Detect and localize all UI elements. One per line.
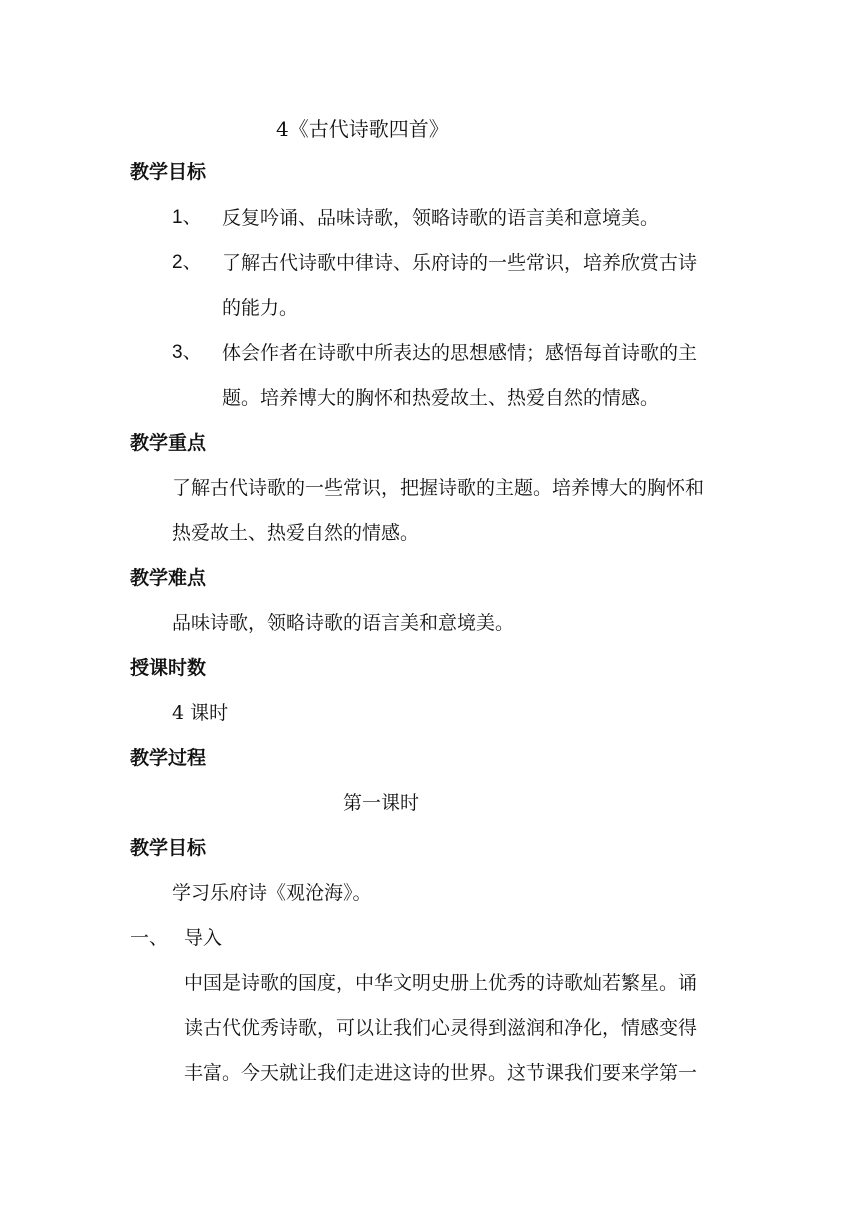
- intro-paragraph-line: 中国是诗歌的国度，中华文明史册上优秀的诗歌灿若繁星。诵: [184, 972, 698, 994]
- heading-teaching-objectives: 教学目标: [130, 161, 207, 183]
- section-number: 一、: [130, 927, 169, 949]
- key-points-text: 了解古代诗歌的一些常识，把握诗歌的主题。培养博大的胸怀和: [172, 477, 705, 499]
- heading-difficulties: 教学难点: [130, 567, 207, 589]
- class-hours-text: 4 课时: [172, 702, 229, 724]
- lesson-title: 第一课时: [343, 792, 420, 814]
- heading-key-points: 教学重点: [130, 432, 207, 454]
- objective-text: 体会作者在诗歌中所表达的思想感情；感悟每首诗歌的主: [222, 342, 698, 364]
- heading-teaching-process: 教学过程: [130, 747, 207, 769]
- heading-class-hours: 授课时数: [130, 657, 207, 679]
- heading-teaching-objectives-2: 教学目标: [130, 837, 207, 859]
- difficulties-text: 品味诗歌，领略诗歌的语言美和意境美。: [172, 612, 515, 634]
- objective-number: 3、: [172, 342, 202, 363]
- objective-number: 1、: [172, 207, 202, 228]
- objective-text: 反复吟诵、品味诗歌，领略诗歌的语言美和意境美。: [222, 207, 660, 229]
- section-title: 导入: [184, 927, 223, 949]
- document-title: 4《古代诗歌四首》: [276, 117, 449, 141]
- objective-text-continued: 题。培养博大的胸怀和热爱故土、热爱自然的情感。: [222, 387, 660, 409]
- objective-text-continued: 的能力。: [222, 297, 299, 319]
- objective-number: 2、: [172, 252, 202, 273]
- objective-text: 了解古代诗歌中律诗、乐府诗的一些常识，培养欣赏古诗: [222, 252, 698, 274]
- intro-paragraph-line: 丰富。今天就让我们走进这诗的世界。这节课我们要来学第一: [184, 1062, 698, 1084]
- objective-2-text: 学习乐府诗《观沧海》。: [172, 882, 372, 904]
- intro-paragraph-line: 读古代优秀诗歌，可以让我们心灵得到滋润和净化，情感变得: [184, 1017, 698, 1039]
- key-points-text-continued: 热爱故土、热爱自然的情感。: [172, 522, 420, 544]
